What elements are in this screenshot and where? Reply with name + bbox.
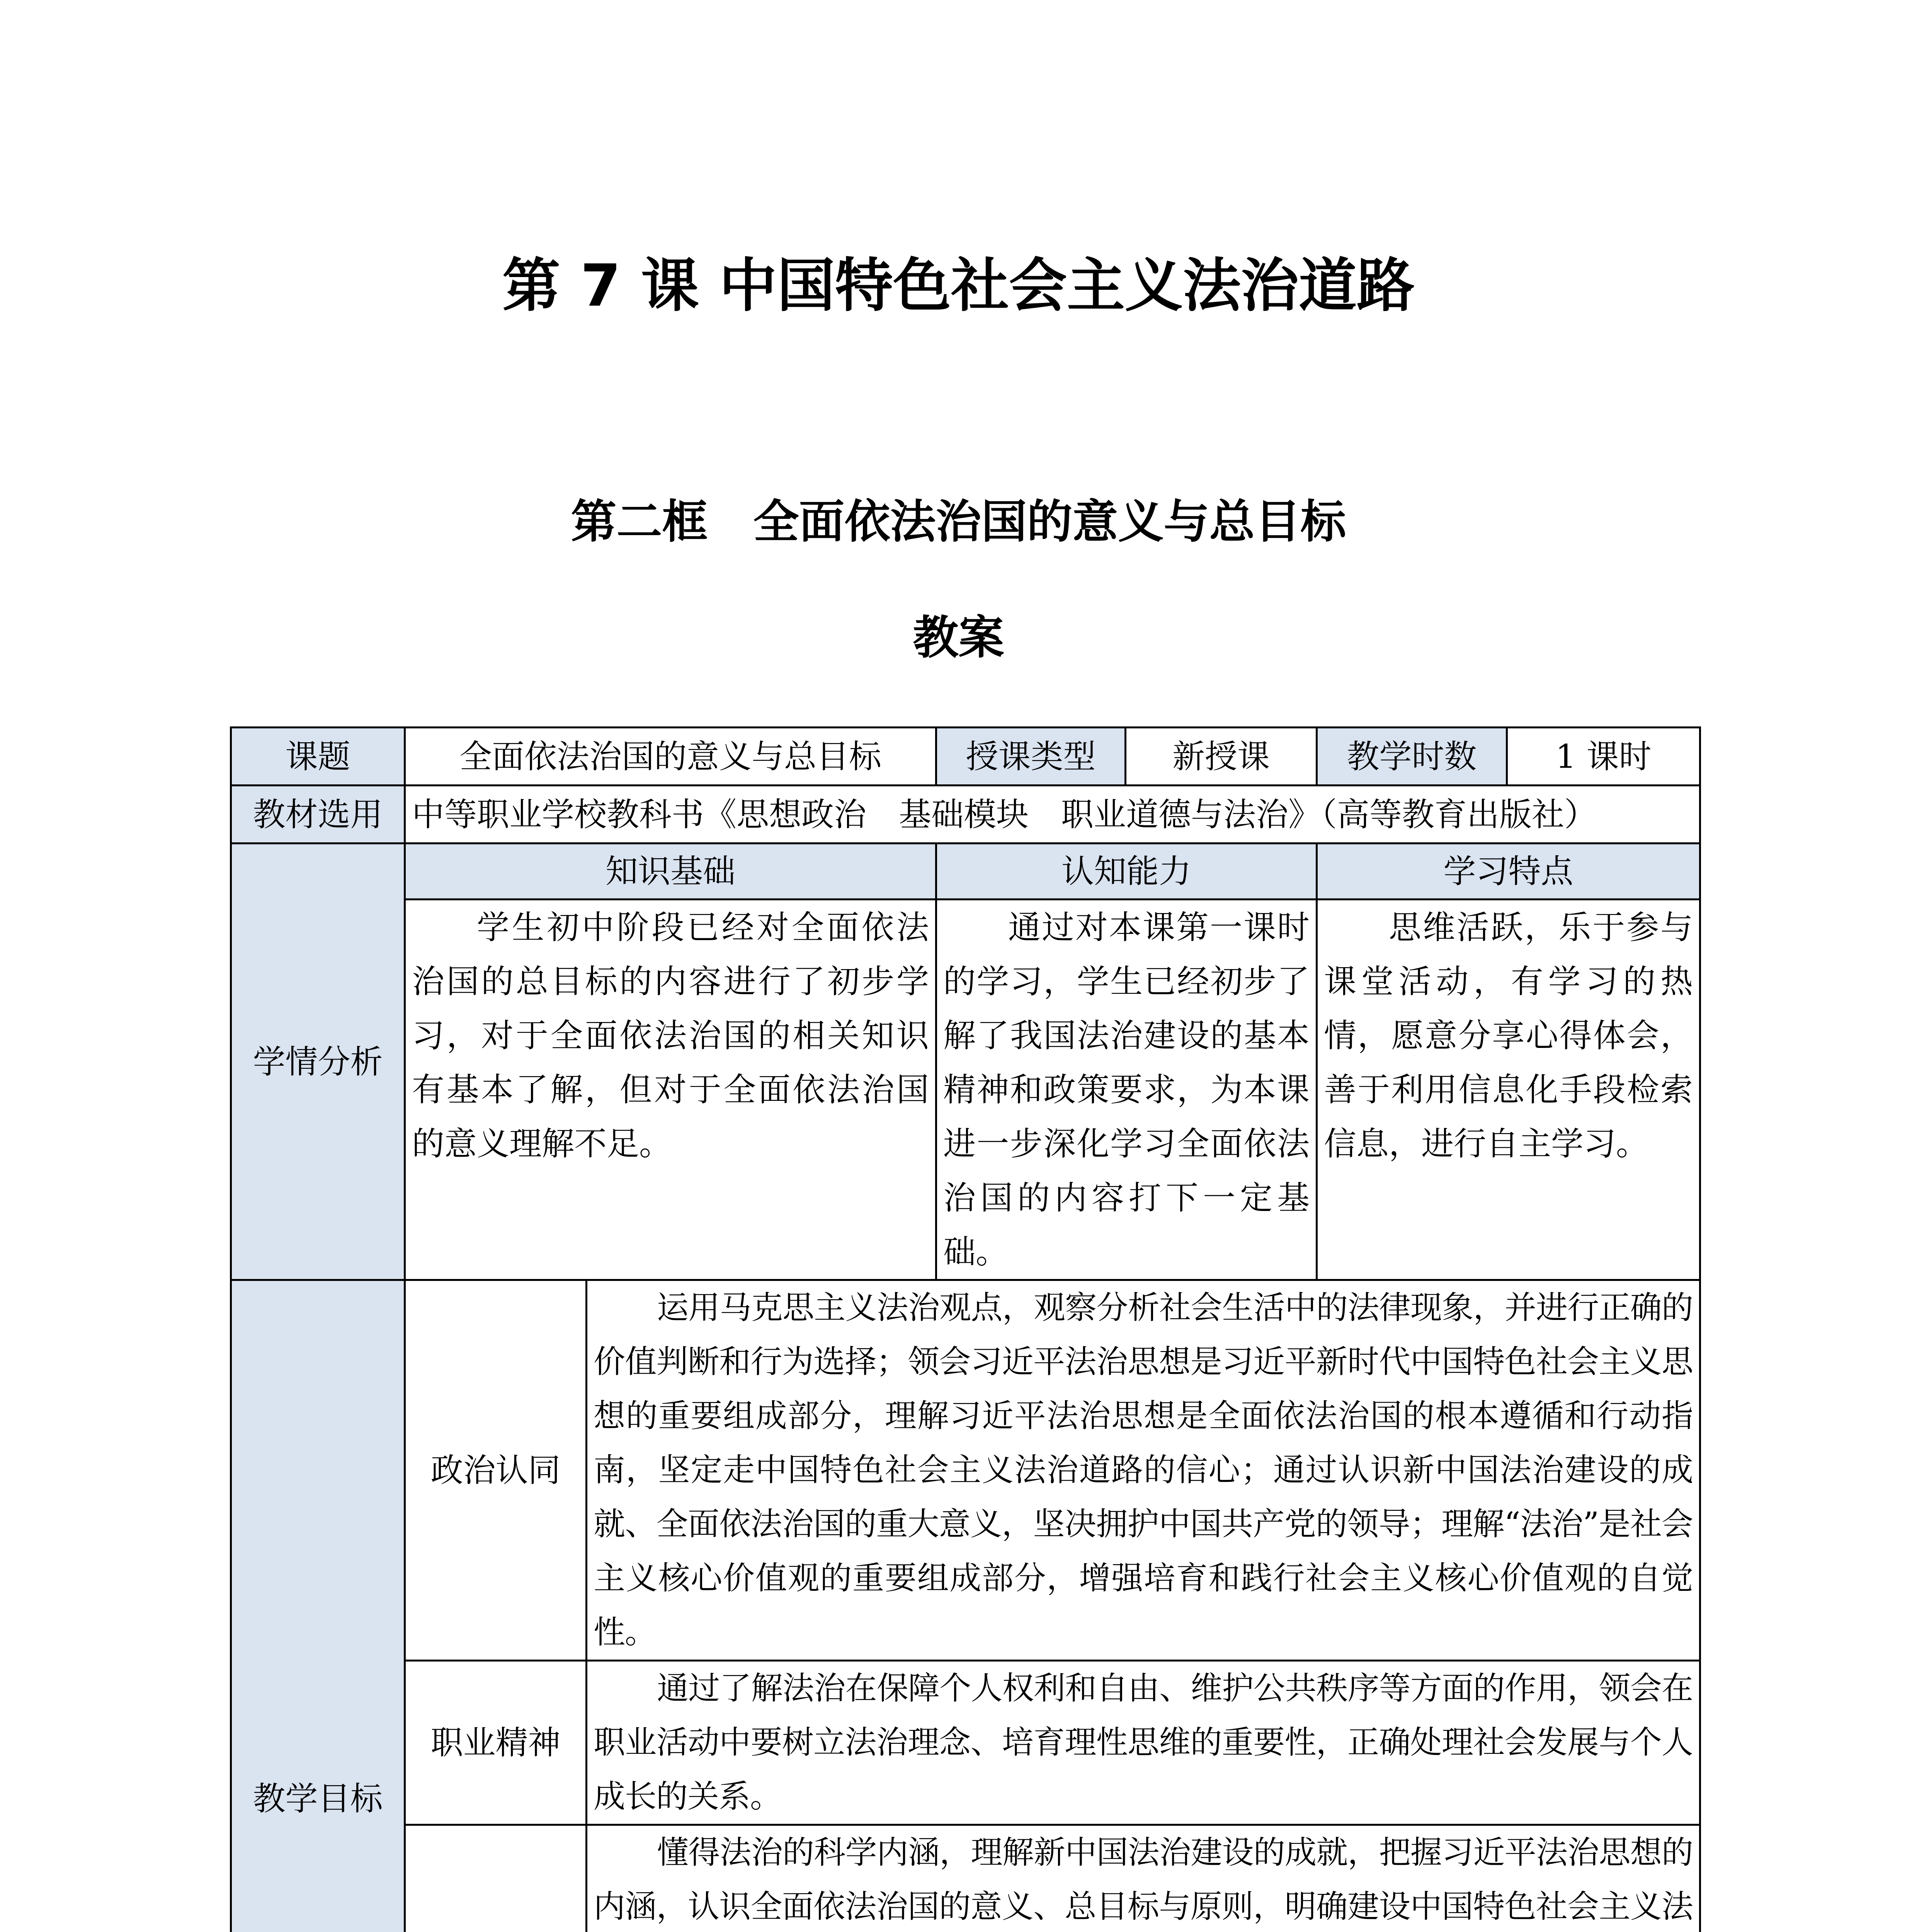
goal-row	[231, 1280, 1700, 1661]
goal-row	[231, 1661, 1700, 1825]
section-title: 第二框 全面依法治国的意义与总目标	[571, 495, 1346, 548]
goal-text: 懂得法治的科学内涵，理解新中国法治建设的成就，把握习近平法治思想的内涵，认识全面依法治国的意义、总目标与原则，明确建设中国特色社会主义法	[587, 1825, 1700, 1932]
textbook-label: 教材选用	[231, 786, 405, 844]
analysis-header-row	[231, 844, 1700, 900]
type-value: 新授课	[1126, 728, 1317, 786]
hours-label: 教学时数	[1317, 728, 1507, 786]
analysis-cognition-header: 认知能力	[936, 844, 1317, 900]
analysis-knowledge-header: 知识基础	[405, 844, 936, 900]
analysis-label: 学情分析	[231, 844, 405, 1280]
goals-label: 教学目标	[231, 1280, 405, 1932]
doc-type-heading: 教案	[913, 611, 1004, 664]
topic-value: 全面依法治国的意义与总目标	[405, 728, 936, 786]
goal-name	[405, 1825, 587, 1932]
analysis-content-row	[231, 900, 1700, 1280]
lesson-title: 第 7 课 中国特色社会主义法治道路	[502, 252, 1415, 320]
goal-text: 通过了解法治在保障个人权利和自由、维护公共秩序等方面的作用，领会在职业活动中要树立法治理念、培育理性思维的重要性，正确处理社会发展与个人成长的关系。	[587, 1661, 1700, 1825]
hours-value: 1 课时	[1507, 728, 1700, 786]
textbook-value: 中等职业学校教科书《思想政治 基础模块 职业道德与法治》（高等教育出版社）	[405, 786, 1700, 844]
analysis-learning-header: 学习特点	[1317, 844, 1700, 900]
type-label: 授课类型	[936, 728, 1126, 786]
goal-row	[231, 1825, 1700, 1932]
analysis-cognition-text: 通过对本课第一课时的学习，学生已经初步了解了我国法治建设的基本精神和政策要求，为本课进一步深化学习全面依法治国的内容打下一定基础。	[936, 900, 1317, 1280]
topic-row	[231, 728, 1700, 786]
textbook-row	[231, 786, 1700, 844]
analysis-knowledge-text: 学生初中阶段已经对全面依法治国的总目标的内容进行了初步学习，对于全面依法治国的相关知识有基本了解，但对于全面依法治国的意义理解不足。	[405, 900, 936, 1280]
analysis-learning-text: 思维活跃，乐于参与课堂活动，有学习的热情，愿意分享心得体会，善于利用信息化手段检索信息，进行自主学习。	[1317, 900, 1700, 1280]
goal-text: 运用马克思主义法治观点，观察分析社会生活中的法律现象，并进行正确的价值判断和行为选择；领会习近平法治思想是习近平新时代中国特色社会主义思想的重要组成部分，理解习近平法治思想是全面依法治国的根本遵循和行动指南，坚定走中国特色社会主义法治道路的信心；通过认识新中国法治建设的成就、全面依法治国的重大意义，坚决拥护中国共产党的领导；理解“法治”是社会主义核心价值观的重要组成部分，增强培育和践行社会主义核心价值观的自觉性。	[587, 1280, 1700, 1661]
lesson-plan-table	[230, 726, 1701, 1932]
goal-name: 政治认同	[405, 1280, 587, 1661]
topic-label: 课题	[231, 728, 405, 786]
goal-name: 职业精神	[405, 1661, 587, 1825]
